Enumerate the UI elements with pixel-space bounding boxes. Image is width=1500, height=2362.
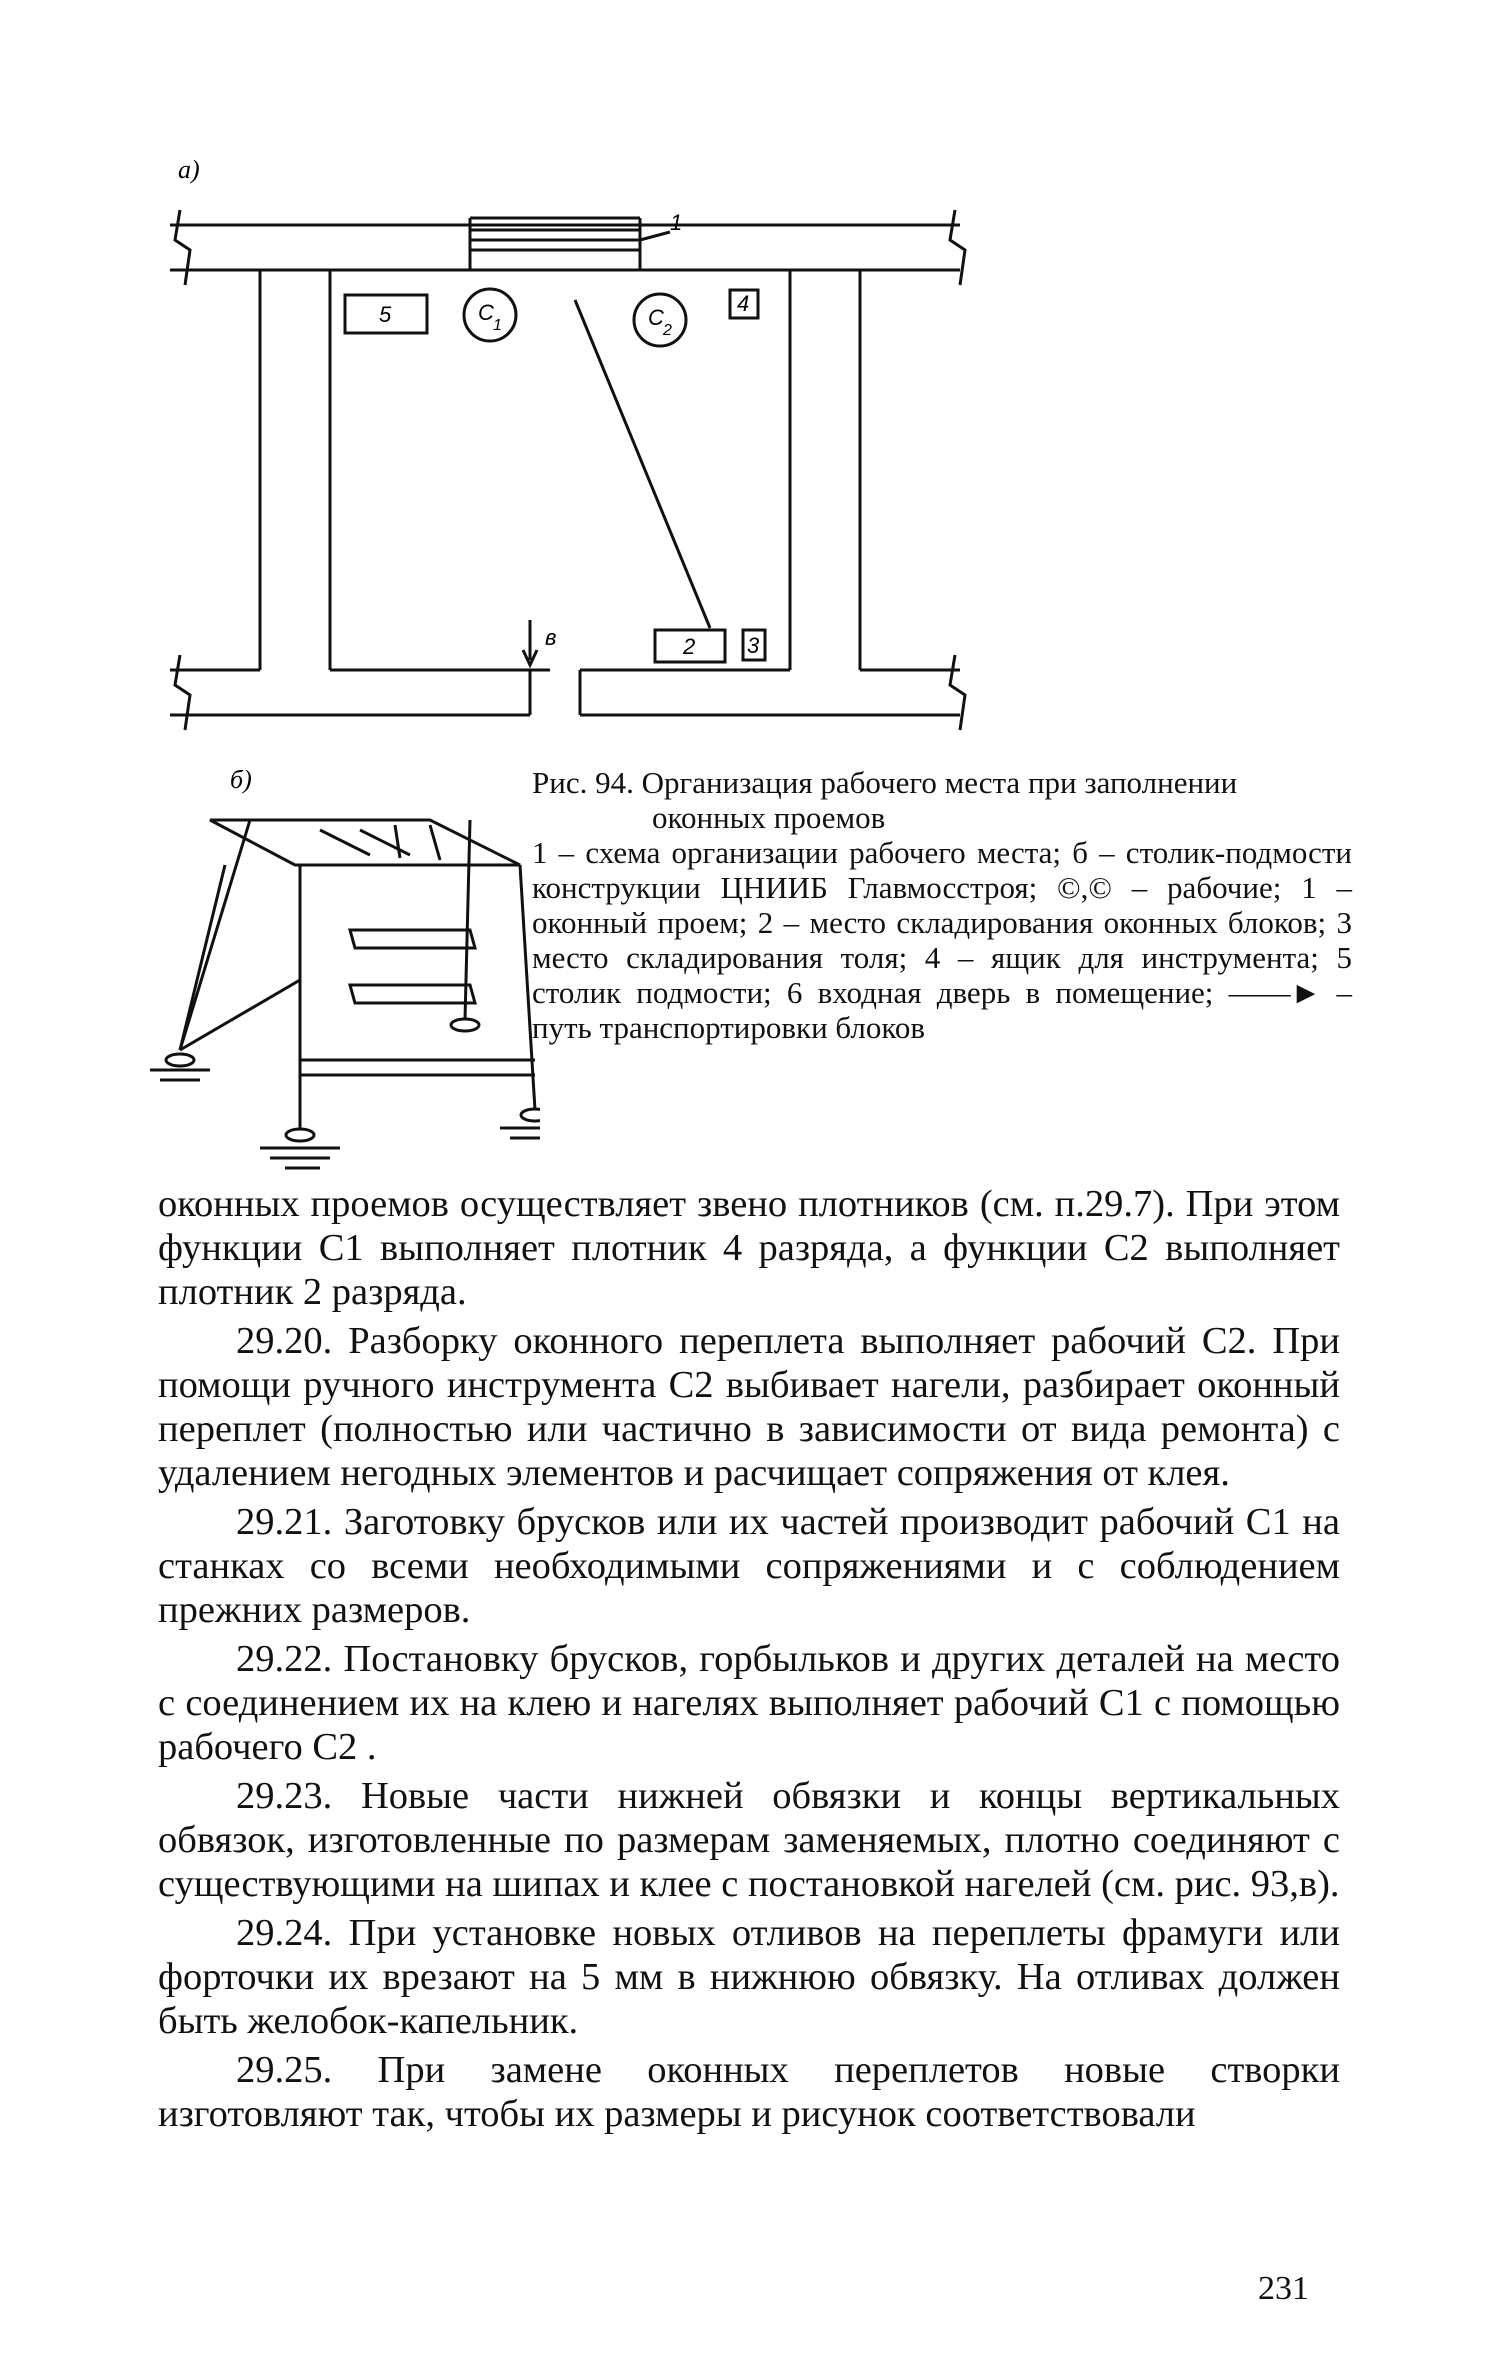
window-label: 1: [670, 210, 683, 235]
paragraph: 29.21. Заготовку брусков или их частей производит рабочий C1 на станках со всеми необходимыми сопряжениями и с соблюдением прежних размеров.: [158, 1501, 1340, 1631]
worker-c2-subscript: 2: [663, 322, 672, 339]
paragraph: 29.22. Постановку брусков, горбыльков и других деталей на место с соединением их на клею и нагелях выполняет рабочий C1 с помощью рабочего C2 .: [158, 1638, 1340, 1768]
figure-letter-a: а): [178, 155, 200, 184]
worker-c1-label: C: [478, 300, 494, 325]
box-5-label: 5: [379, 302, 392, 327]
figure-letter-b: б): [230, 770, 252, 794]
caption-title-line1: Рис. 94. Организация рабочего места при заполнении: [532, 765, 1238, 800]
box-4-label: 4: [737, 291, 750, 316]
paragraph: 29.25. При замене оконных переплетов новые створки изготовляют так, чтобы их размеры и рисунок соответствовали: [158, 2049, 1340, 2135]
caption-title-line2: оконных проемов: [652, 800, 886, 835]
door-label: в: [545, 625, 557, 650]
caption-body: 1 – схема организации рабочего места; б – столик-подмости конструкции ЦНИИБ Главмосстроя; ©,© – рабочие; 1 – оконный проем; 2 – место складирования оконных блоков; 3 место складирования толя; 4 – ящик для инструмента; 5 столик подмости; 6 входная дверь в помещение; ——► – путь транспортировки блоков: [532, 835, 1352, 1045]
paragraph: 29.23. Новые части нижней обвязки и концы вертикальных обвязок, изготовленные по размерам заменяемых, плотно соединяют с существующими на шипах и клее с постановкой нагелей (см. рис. 93,в).: [158, 1775, 1340, 1905]
worker-c1-subscript: 1: [493, 317, 502, 334]
box-3-label: 3: [747, 633, 760, 658]
box-2-label: 2: [683, 634, 696, 659]
body-text: [158, 1182, 1340, 2141]
figure-caption: [532, 765, 1352, 1045]
worker-c2-label: C: [648, 305, 664, 330]
paragraph: 29.24. При установке новых отливов на переплеты фрамуги или форточки их врезают на 5 мм в нижнюю обвязку. На отливах должен быть желобок-капельник.: [158, 1912, 1340, 2042]
scaffold-table-drawing: [140, 770, 540, 1190]
paragraph: 29.20. Разборку оконного переплета выполняет рабочий C2. При помощи ручного инструмента C2 выбивает нагели, разбирает оконный переплет (полностью или частично в зависимости от вида ремонта) с удалением негодных элементов и расчищает сопряжения от клея.: [158, 1320, 1340, 1494]
workplace-plan-diagram: [150, 150, 980, 750]
page-number: 231: [1258, 2270, 1309, 2307]
paragraph: оконных проемов осуществляет звено плотников (см. п.29.7). При этом функции C1 выполняет плотник 4 разряда, а функции C2 выполняет плотник 2 разряда.: [158, 1183, 1340, 1313]
